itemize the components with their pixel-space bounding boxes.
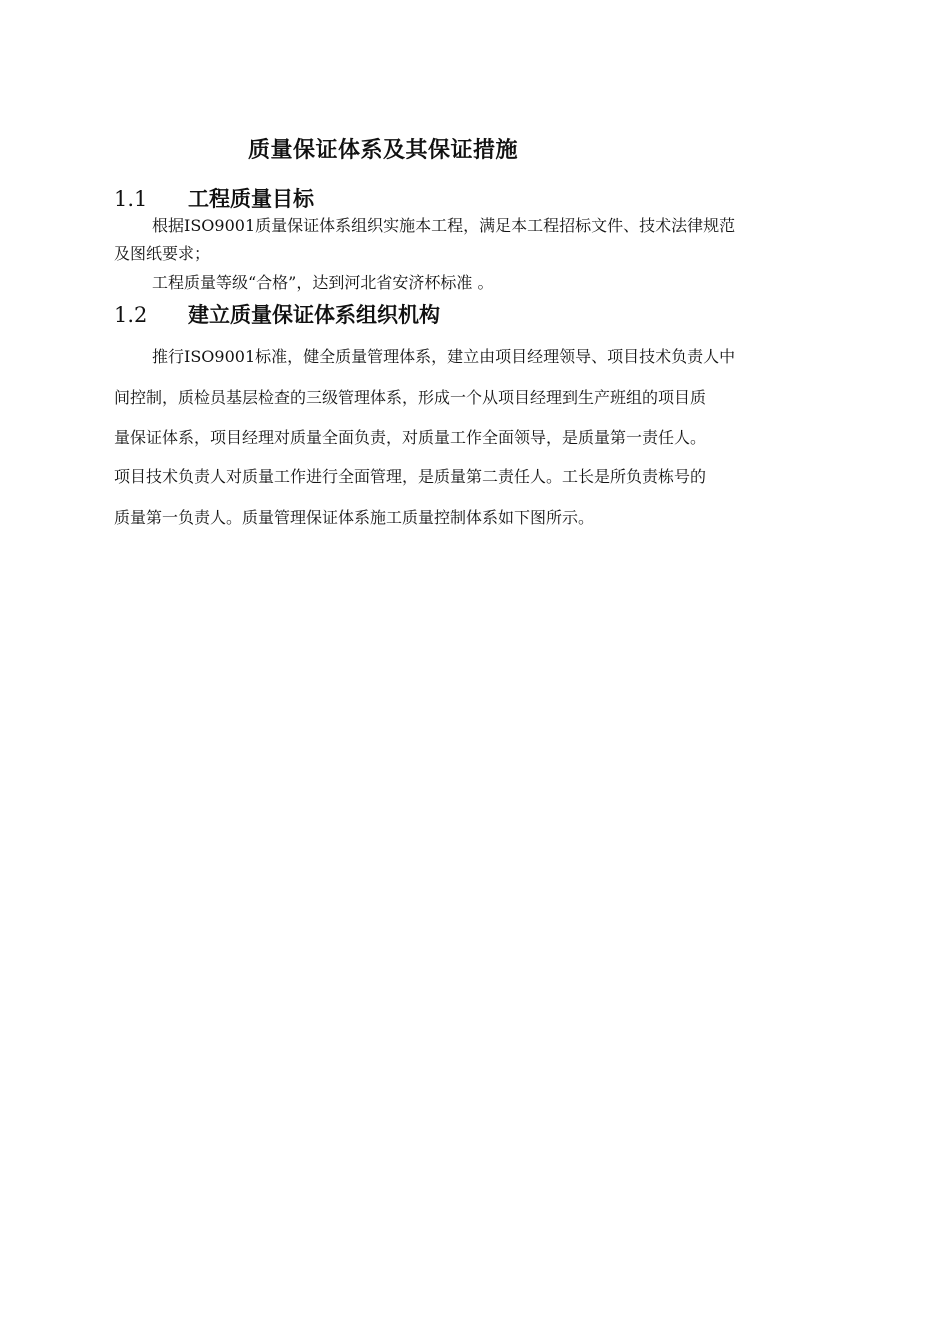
section-title: 工程质量目标 (188, 186, 314, 211)
document-title: 质量保证体系及其保证措施 (248, 137, 519, 163)
paragraph-line: 工程质量等级“合格”，达到河北省安济杯标准 。 (152, 273, 494, 292)
paragraph-line: 根据ISO9001质量保证体系组织实施本工程，满足本工程招标文件、技术法律规范 (152, 216, 736, 235)
section-title: 建立质量保证体系组织机构 (188, 302, 440, 327)
section-number: 1.1 (114, 187, 148, 211)
section-heading-1-2 (114, 299, 440, 329)
paragraph-line: 量保证体系，项目经理对质量全面负责，对质量工作全面领导，是质量第一责任人。 (114, 428, 707, 447)
paragraph-line: 项目技术负责人对质量工作进行全面管理，是质量第二责任人。工长是所负责栋号的 (114, 467, 707, 486)
paragraph-line: 质量第一负责人。质量管理保证体系施工质量控制体系如下图所示。 (114, 508, 595, 527)
paragraph-line: 及图纸要求； (114, 244, 211, 263)
section-heading-1-1 (114, 183, 314, 213)
paragraph-line: 间控制，质检员基层检查的三级管理体系，形成一个从项目经理到生产班组的项目质 (114, 388, 707, 407)
section-number: 1.2 (114, 303, 148, 327)
paragraph-line: 推行ISO9001标准，健全质量管理体系，建立由项目经理领导、项目技术负责人中 (152, 347, 736, 366)
